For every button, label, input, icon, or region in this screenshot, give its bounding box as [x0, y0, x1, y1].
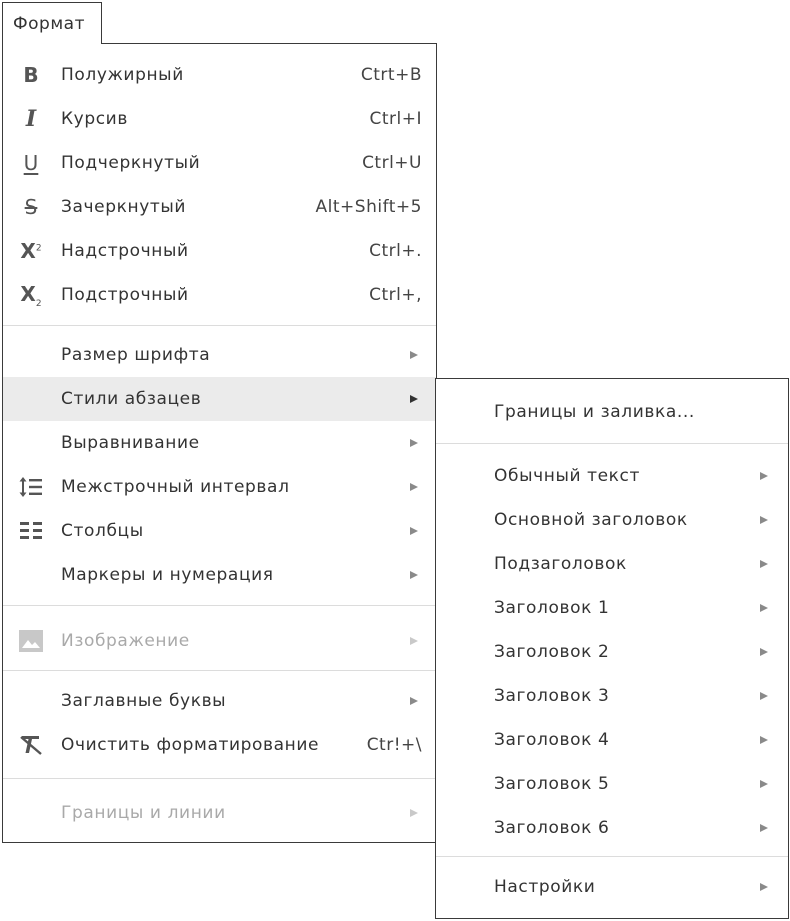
menu-item-shortcut: Ctrl+. [369, 241, 422, 261]
submenu-item-label: Обычный текст [494, 466, 640, 486]
submenu-arrow-icon [760, 780, 768, 788]
submenu-item-heading-4[interactable] [436, 718, 788, 762]
submenu-item-heading-1[interactable] [436, 586, 788, 630]
menu-separator [3, 325, 436, 326]
submenu-item-settings[interactable] [436, 865, 788, 909]
submenu-item-heading-3[interactable] [436, 674, 788, 718]
submenu-separator [436, 443, 788, 444]
menu-item-label: Межстрочный интервал [61, 477, 290, 497]
submenu-arrow-icon [410, 527, 418, 535]
submenu-item-title[interactable] [436, 498, 788, 542]
image-icon [17, 627, 45, 655]
submenu-arrow-icon [760, 648, 768, 656]
menu-item-clear-formatting[interactable] [3, 723, 436, 767]
menu-item-paragraph-styles[interactable] [3, 377, 436, 421]
bold-icon: B [23, 63, 39, 87]
menu-item-label: Очистить форматирование [61, 735, 320, 755]
menu-item-bullets[interactable] [3, 553, 436, 597]
submenu-arrow-icon [410, 571, 418, 579]
clear-formatting-icon [17, 731, 45, 759]
menu-item-label: Заглавные буквы [61, 691, 227, 711]
submenu-arrow-icon [760, 560, 768, 568]
submenu-item-label: Основной заголовок [494, 510, 688, 530]
menu-item-shortcut: Ctrl+, [369, 285, 422, 305]
menu-item-align[interactable] [3, 421, 436, 465]
submenu-arrow-icon [760, 604, 768, 612]
submenu-arrow-icon [760, 692, 768, 700]
menu-separator [3, 605, 436, 606]
submenu-arrow-icon [760, 736, 768, 744]
submenu-arrow-icon [410, 697, 418, 705]
menu-separator [3, 778, 436, 779]
submenu-arrow-icon [760, 824, 768, 832]
menu-item-label: Столбцы [61, 521, 144, 541]
submenu-item-borders-shading[interactable] [436, 390, 788, 434]
menu-item-capitalization[interactable] [3, 679, 436, 723]
menu-item-superscript[interactable] [3, 229, 436, 273]
submenu-item-heading-2[interactable] [436, 630, 788, 674]
menu-item-borders-lines [3, 791, 436, 835]
menu-item-shortcut: Ctrt+B [360, 65, 422, 85]
superscript-icon: $X^2$ [20, 239, 42, 263]
menu-item-underline[interactable] [3, 141, 436, 185]
submenu-arrow-icon [410, 637, 418, 645]
format-menu-label: Формат [13, 13, 85, 34]
subscript-icon: $X_2$ [20, 281, 42, 309]
submenu-arrow-icon [760, 516, 768, 524]
submenu-item-label: Заголовок 1 [494, 598, 610, 618]
menu-item-label: Границы и линии [61, 803, 226, 823]
columns-icon [17, 517, 45, 545]
submenu-arrow-icon [410, 439, 418, 447]
submenu-separator [436, 856, 788, 857]
underline-icon: U [23, 151, 39, 175]
menu-item-shortcut: Ctrl+I [369, 109, 422, 129]
submenu-arrow-icon [410, 809, 418, 817]
format-menu-tab[interactable] [2, 2, 102, 44]
submenu-item-label: Настройки [494, 877, 596, 897]
menu-item-shortcut: Alt+Shift+5 [315, 197, 422, 217]
submenu-item-normal-text[interactable] [436, 454, 788, 498]
submenu-item-heading-5[interactable] [436, 762, 788, 806]
strikethrough-icon: S [24, 195, 38, 219]
menu-item-font-size[interactable] [3, 333, 436, 377]
menu-separator [3, 670, 436, 671]
menu-item-label: Полужирный [61, 65, 184, 85]
submenu-arrow-icon [410, 483, 418, 491]
menu-item-label: Надстрочный [61, 241, 189, 261]
submenu-item-label: Заголовок 5 [494, 774, 610, 794]
menu-item-bold[interactable] [3, 53, 436, 97]
submenu-arrow-icon [410, 395, 418, 403]
menu-item-label: Подчеркнутый [61, 153, 201, 173]
submenu-item-label: Границы и заливка... [494, 402, 695, 422]
menu-item-image [3, 619, 436, 663]
submenu-item-label: Подзаголовок [494, 554, 627, 574]
menu-item-label: Стили абзацев [61, 389, 202, 409]
format-dropdown-menu [2, 43, 437, 843]
menu-item-label: Выравнивание [61, 433, 200, 453]
line-spacing-icon [17, 473, 45, 501]
submenu-item-label: Заголовок 2 [494, 642, 610, 662]
menu-item-label: Зачеркнутый [61, 197, 187, 217]
menu-item-label: Курсив [61, 109, 128, 129]
submenu-arrow-icon [760, 883, 768, 891]
submenu-item-label: Заголовок 6 [494, 818, 610, 838]
menu-item-label: Размер шрифта [61, 345, 211, 365]
menu-item-strikethrough[interactable] [3, 185, 436, 229]
menu-item-label: Маркеры и нумерация [61, 565, 274, 585]
submenu-item-label: Заголовок 3 [494, 686, 610, 706]
italic-icon: I [25, 106, 37, 132]
submenu-arrow-icon [410, 351, 418, 359]
submenu-arrow-icon [760, 472, 768, 480]
menu-item-label: Изображение [61, 631, 190, 651]
menu-item-shortcut: Ctr!+\ [366, 735, 422, 755]
menu-item-columns[interactable] [3, 509, 436, 553]
menu-item-italic[interactable] [3, 97, 436, 141]
submenu-item-label: Заголовок 4 [494, 730, 610, 750]
menu-item-shortcut: Ctrl+U [362, 153, 422, 173]
menu-item-subscript[interactable] [3, 273, 436, 317]
paragraph-styles-submenu [435, 378, 789, 919]
menu-item-line-spacing[interactable] [3, 465, 436, 509]
menu-item-label: Подстрочный [61, 285, 189, 305]
submenu-item-heading-6[interactable] [436, 806, 788, 850]
submenu-item-subtitle[interactable] [436, 542, 788, 586]
